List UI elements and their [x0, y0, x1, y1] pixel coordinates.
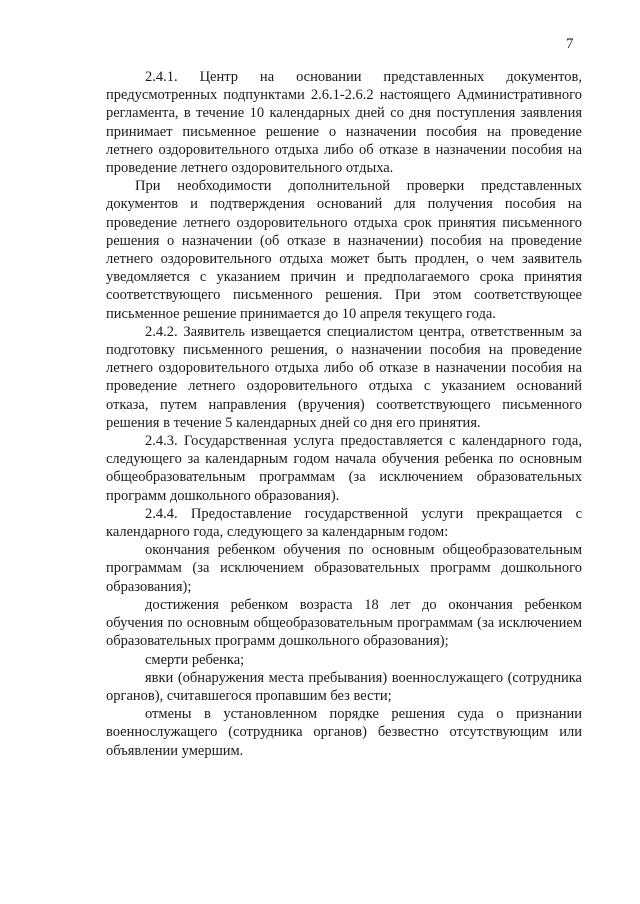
paragraph-2-4-2: 2.4.2. Заявитель извещается специалистом центра, ответственным за подготовку письменного решения, о назначении пособия на проведение летнего оздоровительного отдыха либо об отказе в назначении пособия на проведение летнего оздоровительного отдыха с указанием оснований отказа, путем направления (вручения) соответствующего письменного решения в течение 5 календарных дней со дня его принятия. [106, 323, 582, 431]
paragraph-2-4-1: 2.4.1. Центр на основании представленных документов, предусмотренных подпунктами 2.6.1-2.6.2 настоящего Административного регламента, в течение 10 календарных дней со дня поступления заявления принимает письменное решение о назначении пособия на проведение летнего оздоровительного отдыха либо об отказе в назначении пособия на проведение летнего оздоровительного отдыха. [106, 69, 582, 177]
paragraph-2-4-3: 2.4.3. Государственная услуга предоставляется с календарного года, следующего за календарным годом начала обучения ребенка по основным общеобразовательным программам (за исключением образовательных программ дошкольного образования). [106, 433, 582, 504]
list-item-appearance: явки (обнаружения места пребывания) военнослужащего (сотрудника органов), считавшегося пропавшим без вести; [106, 669, 582, 704]
paragraph-extension: При необходимости дополнительной проверки представленных документов и подтверждения оснований для получения пособия на проведение летнего оздоровительного отдыха срок принятия письменного решения о назначении (об отказе в назначении) пособия на проведение летнего оздоровительного отдыха может быть продлен, о чем заявитель уведомляется с указанием причин и предполагаемого срока принятия соответствующего письменного решения. При этом соответствующее письменное решение принимается до 10 апреля текущего года. [106, 178, 582, 322]
document-body [106, 68, 582, 760]
list-item-court-decision: отмены в установленном порядке решения суда о признании военнослужащего (сотрудника органов) безвестно отсутствующим или объявлении умершим. [106, 706, 582, 759]
page-number: 7 [566, 36, 574, 52]
list-item-completion: окончания ребенком обучения по основным общеобразовательным программам (за исключением образовательных программ дошкольного образования); [106, 542, 582, 595]
list-item-death: смерти ребенка; [145, 651, 245, 668]
list-item-age: достижения ребенком возраста 18 лет до окончания ребенком обучения по основным общеобразовательным программам (за исключением образовательных программ дошкольного образования); [106, 596, 582, 650]
paragraph-2-4-4: 2.4.4. Предоставление государственной услуги прекращается с календарного года, следующего за календарным годом: [106, 505, 582, 541]
